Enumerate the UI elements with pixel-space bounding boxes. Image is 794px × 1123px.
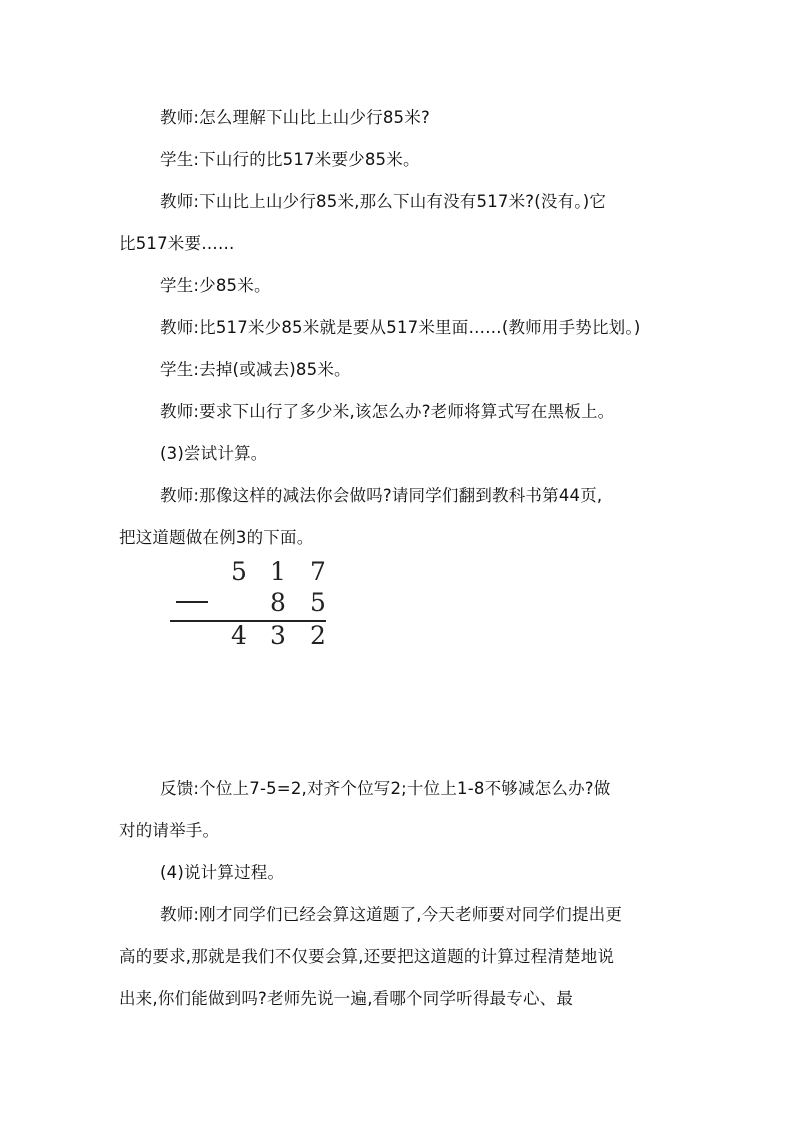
paragraph-line: 教师:刚才同学们已经会算这道题了,今天老师要对同学们提出更	[160, 905, 623, 924]
paragraph-line: 把这道题做在例3的下面。	[119, 528, 314, 547]
paragraph-line: 教师:那像这样的减法你会做吗?请同学们翻到教科书第44页,	[160, 486, 603, 505]
minuend-digit: 5	[231, 557, 247, 586]
paragraph-line: 学生:下山行的比517米要少85米。	[160, 150, 420, 169]
paragraph-line: 反馈:个位上7-5=2,对齐个位写2;十位上1-8不够减怎么办?做	[160, 779, 611, 798]
paragraph-line: 教师:下山比上山少行85米,那么下山有没有517米?(没有。)它	[160, 192, 607, 211]
subtrahend-digit: 5	[310, 588, 326, 617]
subtrahend-digit: 8	[270, 588, 286, 617]
paragraph-line: 学生:少85米。	[160, 276, 271, 295]
paragraph-line: 教师:怎么理解下山比上山少行85米?	[160, 108, 430, 127]
minuend-digit: 7	[310, 557, 326, 586]
paragraph-line: 教师:要求下山行了多少米,该怎么办?老师将算式写在黑板上。	[160, 402, 615, 421]
vertical-subtraction	[160, 555, 340, 665]
result-digit: 4	[231, 621, 247, 650]
minus-sign	[176, 601, 208, 603]
section-heading: (3)尝试计算。	[160, 444, 268, 463]
section-heading: (4)说计算过程。	[160, 863, 285, 882]
result-digit: 2	[310, 621, 326, 650]
result-digit: 3	[270, 621, 286, 650]
paragraph-line: 学生:去掉(或减去)85米。	[160, 360, 351, 379]
minuend-digit: 1	[270, 557, 286, 586]
paragraph-line: 出来,你们能做到吗?老师先说一遍,看哪个同学听得最专心、最	[119, 989, 574, 1008]
paragraph-line: 比517米要……	[119, 234, 235, 253]
paragraph-line: 教师:比517米少85米就是要从517米里面……(教师用手势比划。)	[160, 318, 641, 337]
paragraph-line: 对的请举手。	[119, 821, 220, 840]
paragraph-line: 高的要求,那就是我们不仅要会算,还要把这道题的计算过程清楚地说	[119, 947, 615, 966]
